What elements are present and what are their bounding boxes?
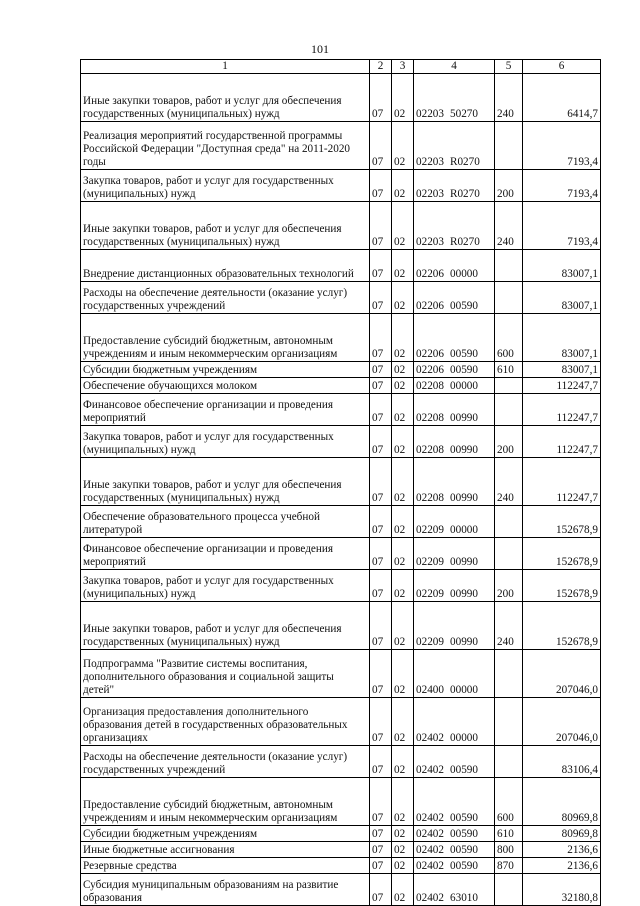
amount: 152678,9 bbox=[523, 506, 601, 538]
subsection-code: 02 bbox=[392, 506, 414, 538]
section-code: 07 bbox=[370, 74, 392, 122]
expense-type-code: 600 bbox=[495, 778, 523, 826]
expense-name: Иные закупки товаров, работ и услуг для обеспечения государственных (муниципальных) нужд bbox=[81, 202, 370, 250]
subsection-code: 02 bbox=[392, 746, 414, 778]
target-article-program: 02209 bbox=[416, 556, 444, 568]
target-article-code bbox=[414, 378, 495, 394]
section-code: 07 bbox=[370, 282, 392, 314]
table-row bbox=[81, 170, 601, 202]
header-cell: 5 bbox=[495, 60, 523, 74]
target-article-program: 02208 bbox=[416, 492, 444, 504]
subsection-code: 02 bbox=[392, 314, 414, 362]
target-article-direction: 00000 bbox=[450, 732, 478, 744]
section-code: 07 bbox=[370, 602, 392, 650]
target-article-program: 02402 bbox=[416, 860, 444, 872]
expense-type-code: 610 bbox=[495, 362, 523, 378]
table-row bbox=[81, 842, 601, 858]
target-article-direction: R0270 bbox=[450, 188, 480, 200]
budget-table bbox=[80, 59, 601, 906]
expense-name: Предоставление субсидий бюджетным, автономным учреждениям и иным некоммерческим организациям bbox=[81, 314, 370, 362]
expense-type-code bbox=[495, 698, 523, 746]
expense-name: Реализация мероприятий государственной программы Российской Федерации "Доступная среда" на 2011-2020 годы bbox=[81, 122, 370, 170]
expense-type-code bbox=[495, 378, 523, 394]
target-article-direction: 00000 bbox=[450, 524, 478, 536]
amount: 83007,1 bbox=[523, 362, 601, 378]
table-row bbox=[81, 826, 601, 842]
table-row bbox=[81, 778, 601, 826]
target-article-direction: 00590 bbox=[450, 348, 478, 360]
expense-type-code bbox=[495, 874, 523, 906]
target-article-direction: 00590 bbox=[450, 860, 478, 872]
target-article-direction: 00000 bbox=[450, 268, 478, 280]
expense-name: Обеспечение образовательного процесса учебной литературой bbox=[81, 506, 370, 538]
table-row bbox=[81, 458, 601, 506]
section-code: 07 bbox=[370, 170, 392, 202]
subsection-code: 02 bbox=[392, 602, 414, 650]
target-article-program: 02402 bbox=[416, 732, 444, 744]
expense-type-code bbox=[495, 538, 523, 570]
table-row bbox=[81, 314, 601, 362]
target-article-program: 02206 bbox=[416, 300, 444, 312]
table-row bbox=[81, 378, 601, 394]
expense-name: Обеспечение обучающихся молоком bbox=[81, 378, 370, 394]
target-article-code bbox=[414, 122, 495, 170]
target-article-program: 02402 bbox=[416, 764, 444, 776]
expense-name: Субсидия муниципальным образованиям на развитие образования bbox=[81, 874, 370, 906]
expense-type-code: 200 bbox=[495, 170, 523, 202]
header-cell: 4 bbox=[414, 60, 495, 74]
section-code: 07 bbox=[370, 538, 392, 570]
target-article-direction: 00990 bbox=[450, 588, 478, 600]
target-article-code bbox=[414, 74, 495, 122]
table-row bbox=[81, 858, 601, 874]
subsection-code: 02 bbox=[392, 538, 414, 570]
amount: 83106,4 bbox=[523, 746, 601, 778]
table-row bbox=[81, 698, 601, 746]
target-article-program: 02206 bbox=[416, 268, 444, 280]
subsection-code: 02 bbox=[392, 282, 414, 314]
amount: 152678,9 bbox=[523, 538, 601, 570]
header-cell: 3 bbox=[392, 60, 414, 74]
table-row bbox=[81, 874, 601, 906]
target-article-code bbox=[414, 506, 495, 538]
target-article-direction: 00590 bbox=[450, 364, 478, 376]
target-article-direction: R0270 bbox=[450, 156, 480, 168]
expense-type-code: 200 bbox=[495, 570, 523, 602]
target-article-direction: 00590 bbox=[450, 812, 478, 824]
section-code: 07 bbox=[370, 314, 392, 362]
header-cell: 1 bbox=[81, 60, 370, 74]
expense-name: Предоставление субсидий бюджетным, автономным учреждениям и иным некоммерческим организациям bbox=[81, 778, 370, 826]
amount: 112247,7 bbox=[523, 378, 601, 394]
expense-name: Субсидии бюджетным учреждениям bbox=[81, 362, 370, 378]
table-row bbox=[81, 202, 601, 250]
expense-type-code bbox=[495, 746, 523, 778]
section-code: 07 bbox=[370, 698, 392, 746]
target-article-direction: 00590 bbox=[450, 300, 478, 312]
expense-name: Иные бюджетные ассигнования bbox=[81, 842, 370, 858]
section-code: 07 bbox=[370, 250, 392, 282]
header-cell: 2 bbox=[370, 60, 392, 74]
section-code: 07 bbox=[370, 362, 392, 378]
table-row bbox=[81, 282, 601, 314]
target-article-code bbox=[414, 858, 495, 874]
target-article-program: 02203 bbox=[416, 156, 444, 168]
target-article-code bbox=[414, 314, 495, 362]
section-code: 07 bbox=[370, 874, 392, 906]
target-article-code bbox=[414, 394, 495, 426]
expense-type-code: 610 bbox=[495, 826, 523, 842]
expense-type-code: 200 bbox=[495, 426, 523, 458]
expense-type-code: 240 bbox=[495, 602, 523, 650]
amount: 83007,1 bbox=[523, 314, 601, 362]
expense-name: Внедрение дистанционных образовательных технологий bbox=[81, 250, 370, 282]
expense-name: Закупка товаров, работ и услуг для государственных (муниципальных) нужд bbox=[81, 170, 370, 202]
expense-type-code: 240 bbox=[495, 458, 523, 506]
target-article-code bbox=[414, 778, 495, 826]
expense-name: Иные закупки товаров, работ и услуг для обеспечения государственных (муниципальных) нужд bbox=[81, 74, 370, 122]
target-article-direction: 63010 bbox=[450, 892, 478, 904]
expense-type-code: 600 bbox=[495, 314, 523, 362]
target-article-code bbox=[414, 202, 495, 250]
subsection-code: 02 bbox=[392, 202, 414, 250]
expense-type-code: 870 bbox=[495, 858, 523, 874]
amount: 112247,7 bbox=[523, 394, 601, 426]
amount: 7193,4 bbox=[523, 170, 601, 202]
target-article-program: 02402 bbox=[416, 828, 444, 840]
target-article-direction: 00000 bbox=[450, 380, 478, 392]
table-row bbox=[81, 602, 601, 650]
section-code: 07 bbox=[370, 570, 392, 602]
target-article-program: 02203 bbox=[416, 236, 444, 248]
expense-name: Резервные средства bbox=[81, 858, 370, 874]
target-article-program: 02208 bbox=[416, 412, 444, 424]
subsection-code: 02 bbox=[392, 698, 414, 746]
target-article-program: 02208 bbox=[416, 380, 444, 392]
amount: 207046,0 bbox=[523, 650, 601, 698]
section-code: 07 bbox=[370, 842, 392, 858]
target-article-program: 02208 bbox=[416, 444, 444, 456]
section-code: 07 bbox=[370, 746, 392, 778]
amount: 83007,1 bbox=[523, 282, 601, 314]
subsection-code: 02 bbox=[392, 170, 414, 202]
expense-type-code bbox=[495, 506, 523, 538]
expense-type-code bbox=[495, 394, 523, 426]
table-row bbox=[81, 570, 601, 602]
amount: 152678,9 bbox=[523, 602, 601, 650]
expense-type-code: 240 bbox=[495, 202, 523, 250]
subsection-code: 02 bbox=[392, 826, 414, 842]
amount: 7193,4 bbox=[523, 122, 601, 170]
target-article-code bbox=[414, 650, 495, 698]
subsection-code: 02 bbox=[392, 874, 414, 906]
expense-name: Организация предоставления дополнительного образования детей в государственных образовательных организациях bbox=[81, 698, 370, 746]
amount: 32180,8 bbox=[523, 874, 601, 906]
target-article-direction: 50270 bbox=[450, 108, 478, 120]
header-cell: 6 bbox=[523, 60, 601, 74]
section-code: 07 bbox=[370, 394, 392, 426]
target-article-code bbox=[414, 746, 495, 778]
subsection-code: 02 bbox=[392, 122, 414, 170]
table-row bbox=[81, 74, 601, 122]
target-article-direction: 00990 bbox=[450, 556, 478, 568]
target-article-code bbox=[414, 570, 495, 602]
expense-type-code bbox=[495, 650, 523, 698]
target-article-code bbox=[414, 842, 495, 858]
subsection-code: 02 bbox=[392, 74, 414, 122]
subsection-code: 02 bbox=[392, 250, 414, 282]
table-row bbox=[81, 394, 601, 426]
expense-name: Расходы на обеспечение деятельности (оказание услуг) государственных учреждений bbox=[81, 282, 370, 314]
target-article-code bbox=[414, 826, 495, 842]
target-article-code bbox=[414, 170, 495, 202]
expense-name: Подпрограмма "Развитие системы воспитания, дополнительного образования и социальной защиты детей" bbox=[81, 650, 370, 698]
target-article-direction: 00000 bbox=[450, 684, 478, 696]
target-article-direction: R0270 bbox=[450, 236, 480, 248]
subsection-code: 02 bbox=[392, 458, 414, 506]
expense-name: Закупка товаров, работ и услуг для государственных (муниципальных) нужд bbox=[81, 426, 370, 458]
target-article-code bbox=[414, 602, 495, 650]
header-row bbox=[81, 60, 601, 74]
expense-name: Иные закупки товаров, работ и услуг для обеспечения государственных (муниципальных) нужд bbox=[81, 602, 370, 650]
target-article-code bbox=[414, 538, 495, 570]
target-article-program: 02203 bbox=[416, 188, 444, 200]
target-article-program: 02400 bbox=[416, 684, 444, 696]
amount: 2136,6 bbox=[523, 842, 601, 858]
amount: 112247,7 bbox=[523, 458, 601, 506]
target-article-program: 02402 bbox=[416, 892, 444, 904]
target-article-direction: 00990 bbox=[450, 444, 478, 456]
subsection-code: 02 bbox=[392, 858, 414, 874]
section-code: 07 bbox=[370, 458, 392, 506]
expense-type-code bbox=[495, 282, 523, 314]
amount: 80969,8 bbox=[523, 826, 601, 842]
subsection-code: 02 bbox=[392, 650, 414, 698]
table-row bbox=[81, 122, 601, 170]
expense-name: Субсидии бюджетным учреждениям bbox=[81, 826, 370, 842]
amount: 80969,8 bbox=[523, 778, 601, 826]
amount: 112247,7 bbox=[523, 426, 601, 458]
subsection-code: 02 bbox=[392, 426, 414, 458]
section-code: 07 bbox=[370, 778, 392, 826]
target-article-direction: 00990 bbox=[450, 412, 478, 424]
expense-name: Финансовое обеспечение организации и проведения мероприятий bbox=[81, 538, 370, 570]
amount: 83007,1 bbox=[523, 250, 601, 282]
target-article-direction: 00990 bbox=[450, 636, 478, 648]
subsection-code: 02 bbox=[392, 394, 414, 426]
target-article-code bbox=[414, 250, 495, 282]
target-article-code bbox=[414, 362, 495, 378]
amount: 2136,6 bbox=[523, 858, 601, 874]
section-code: 07 bbox=[370, 426, 392, 458]
section-code: 07 bbox=[370, 858, 392, 874]
subsection-code: 02 bbox=[392, 778, 414, 826]
subsection-code: 02 bbox=[392, 842, 414, 858]
target-article-program: 02209 bbox=[416, 588, 444, 600]
target-article-direction: 00590 bbox=[450, 764, 478, 776]
page-number: 101 bbox=[311, 42, 329, 56]
amount: 7193,4 bbox=[523, 202, 601, 250]
amount: 6414,7 bbox=[523, 74, 601, 122]
subsection-code: 02 bbox=[392, 570, 414, 602]
target-article-code bbox=[414, 426, 495, 458]
section-code: 07 bbox=[370, 650, 392, 698]
target-article-program: 02209 bbox=[416, 636, 444, 648]
target-article-program: 02206 bbox=[416, 348, 444, 360]
section-code: 07 bbox=[370, 506, 392, 538]
table-row bbox=[81, 250, 601, 282]
section-code: 07 bbox=[370, 202, 392, 250]
amount: 152678,9 bbox=[523, 570, 601, 602]
amount: 207046,0 bbox=[523, 698, 601, 746]
target-article-direction: 00990 bbox=[450, 492, 478, 504]
target-article-program: 02402 bbox=[416, 812, 444, 824]
expense-name: Закупка товаров, работ и услуг для государственных (муниципальных) нужд bbox=[81, 570, 370, 602]
target-article-program: 02209 bbox=[416, 524, 444, 536]
table-row bbox=[81, 506, 601, 538]
table-row bbox=[81, 746, 601, 778]
section-code: 07 bbox=[370, 122, 392, 170]
subsection-code: 02 bbox=[392, 362, 414, 378]
expense-type-code bbox=[495, 250, 523, 282]
table-row bbox=[81, 538, 601, 570]
section-code: 07 bbox=[370, 378, 392, 394]
expense-type-code bbox=[495, 122, 523, 170]
section-code: 07 bbox=[370, 826, 392, 842]
expense-name: Расходы на обеспечение деятельности (оказание услуг) государственных учреждений bbox=[81, 746, 370, 778]
target-article-code bbox=[414, 458, 495, 506]
target-article-program: 02203 bbox=[416, 108, 444, 120]
target-article-code bbox=[414, 874, 495, 906]
target-article-program: 02206 bbox=[416, 364, 444, 376]
target-article-code bbox=[414, 282, 495, 314]
target-article-direction: 00590 bbox=[450, 828, 478, 840]
table-row bbox=[81, 650, 601, 698]
subsection-code: 02 bbox=[392, 378, 414, 394]
expense-type-code: 240 bbox=[495, 74, 523, 122]
target-article-program: 02402 bbox=[416, 844, 444, 856]
target-article-direction: 00590 bbox=[450, 844, 478, 856]
table-row bbox=[81, 426, 601, 458]
expense-type-code: 800 bbox=[495, 842, 523, 858]
expense-name: Иные закупки товаров, работ и услуг для обеспечения государственных (муниципальных) нужд bbox=[81, 458, 370, 506]
table-row bbox=[81, 362, 601, 378]
expense-name: Финансовое обеспечение организации и проведения мероприятий bbox=[81, 394, 370, 426]
target-article-code bbox=[414, 698, 495, 746]
